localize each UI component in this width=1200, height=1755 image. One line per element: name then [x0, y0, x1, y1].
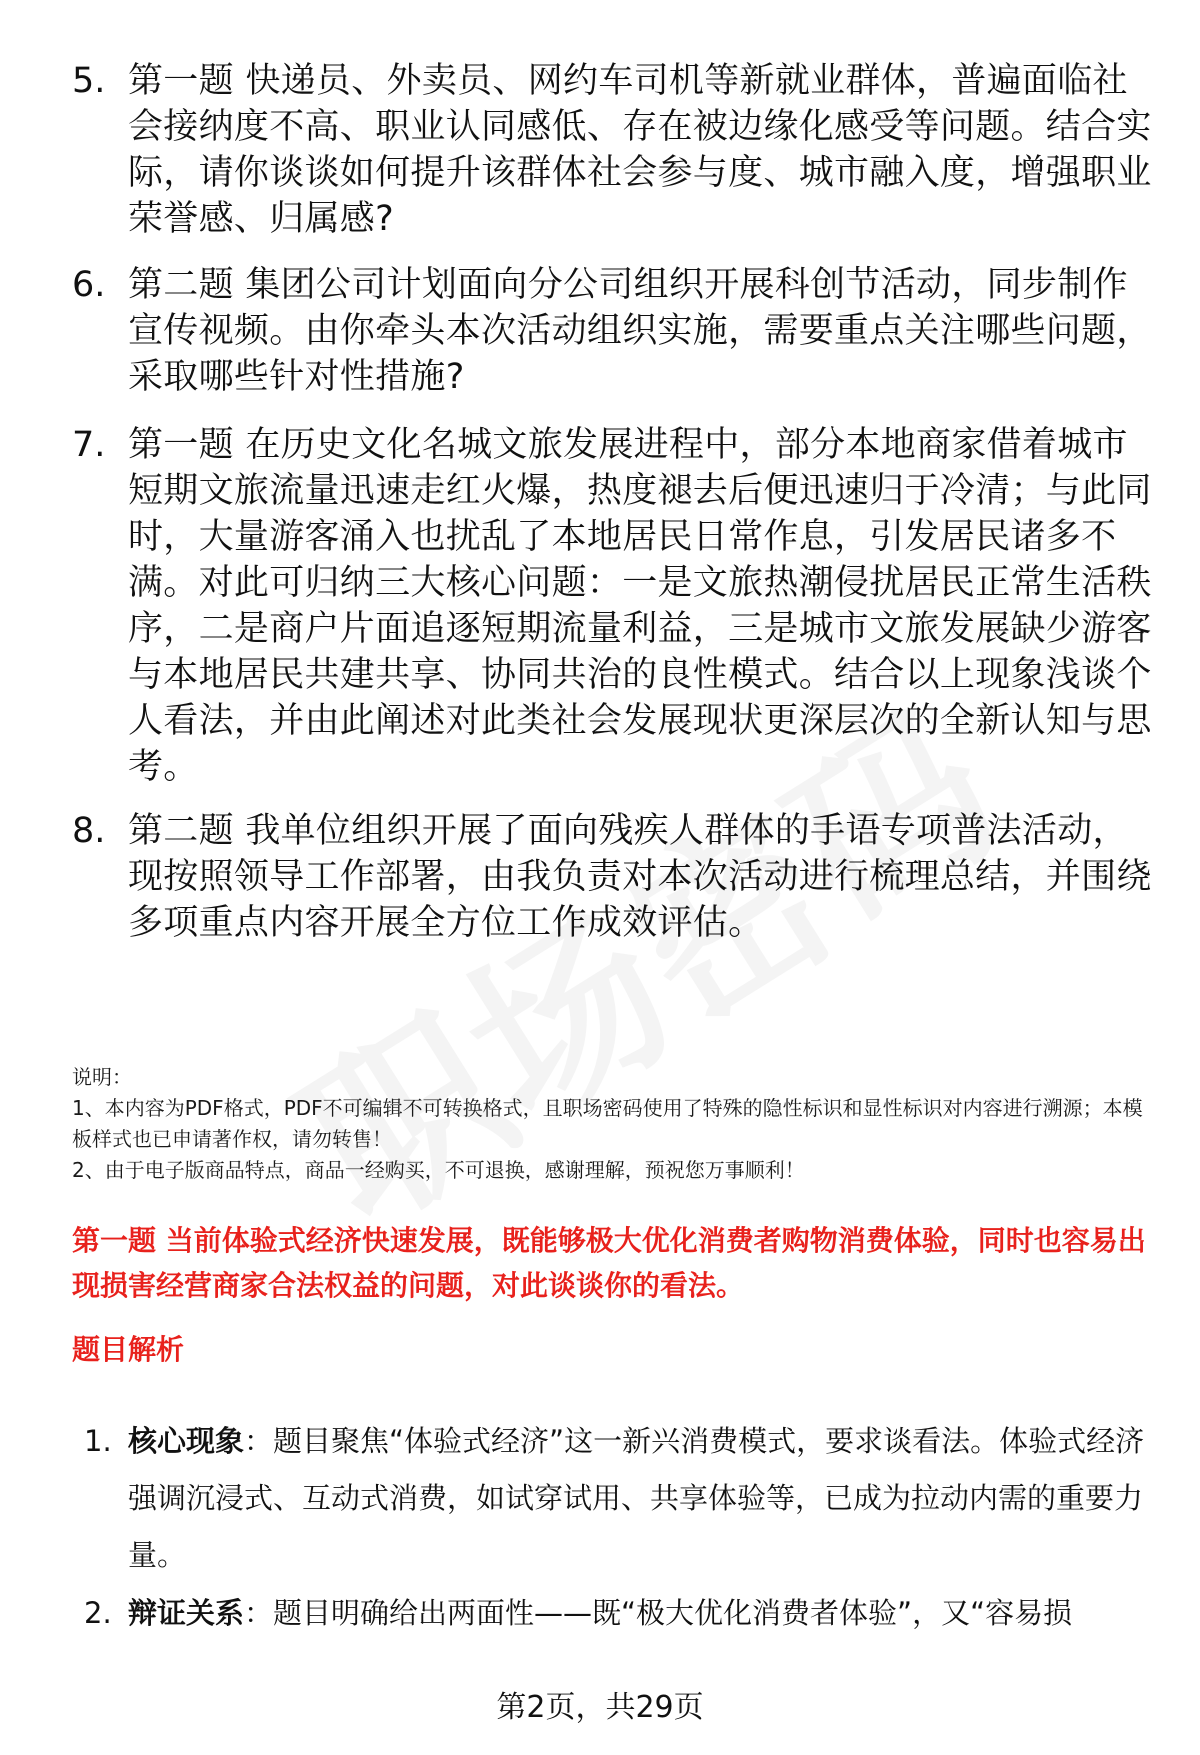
- analysis-body: ：题目明确给出两面性——既“极大优化消费者体验”，又“容易损: [244, 1596, 1073, 1630]
- question-number: 7.: [72, 425, 106, 465]
- question-number: 6.: [72, 265, 106, 305]
- question-text: 第二题 我单位组织开展了面向残疾人群体的手语专项普法活动，现按照领导工作部署，由我负责对本次活动进行梳理总结，并围绕多项重点内容开展全方位工作成效评估。: [128, 811, 1152, 943]
- question-item-6: [72, 262, 1152, 400]
- question-item-7: [72, 422, 1152, 790]
- analysis-number: 1.: [84, 1424, 112, 1458]
- analysis-item-1: [84, 1413, 1154, 1584]
- question-number: 5.: [72, 61, 106, 101]
- notes-line-1: 1、本内容为PDF格式，PDF不可编辑不可转换格式，且职场密码使用了特殊的隐性标识和显性标识对内容进行溯源；本模板样式也已申请著作权，请勿转售！: [72, 1096, 1143, 1151]
- analysis-text: [128, 1585, 1154, 1642]
- notes-line-2: 2、由于电子版商品特点，商品一经购买，不可退换，感谢理解，预祝您万事顺利！: [72, 1158, 805, 1182]
- analysis-text: [128, 1413, 1154, 1584]
- analysis-item-2: [84, 1585, 1154, 1642]
- question-text: 第一题 快递员、外卖员、网约车司机等新就业群体，普遍面临社会接纳度不高、职业认同感低、存在被边缘化感受等问题。结合实际，请你谈谈如何提升该群体社会参与度、城市融入度，增强职业荣誉感、归属感?: [128, 61, 1152, 239]
- question-number: 8.: [72, 811, 106, 851]
- page-footer: 第2页，共29页: [496, 1690, 704, 1725]
- analysis-term: 辩证关系: [128, 1596, 245, 1630]
- notes-block: [72, 1062, 1152, 1186]
- question-item-8: [72, 808, 1152, 946]
- question-text: 第二题 集团公司计划面向分公司组织开展科创节活动，同步制作宣传视频。由你牵头本次活动组织实施，需要重点关注哪些问题，采取哪些针对性措施?: [128, 265, 1152, 397]
- analysis-number: 2.: [84, 1596, 112, 1630]
- analysis-term: 核心现象: [128, 1424, 245, 1458]
- question-item-5: [72, 58, 1152, 242]
- notes-title: 说明：: [72, 1065, 132, 1089]
- highlighted-question: 第一题 当前体验式经济快速发展，既能够极大优化消费者购物消费体验，同时也容易出现损害经营商家合法权益的问题，对此谈谈你的看法。: [72, 1224, 1146, 1302]
- analysis-heading: 题目解析: [72, 1333, 185, 1366]
- question-text: 第一题 在历史文化名城文旅发展进程中，部分本地商家借着城市短期文旅流量迅速走红火爆，热度褪去后便迅速归于冷清；与此同时，大量游客涌入也扰乱了本地居民日常作息，引发居民诸多不满。对此可归纳三大核心问题：一是文旅热潮侵扰居民正常生活秩序，二是商户片面追逐短期流量利益，三是城市文旅发展缺少游客与本地居民共建共享、协同共治的良性模式。结合以上现象浅谈个人看法，并由此阐述对此类社会发展现状更深层次的全新认知与思考。: [128, 425, 1152, 787]
- analysis-body: ：题目聚焦“体验式经济”这一新兴消费模式，要求谈看法。体验式经济强调沉浸式、互动式消费，如试穿试用、共享体验等，已成为拉动内需的重要力量。: [128, 1424, 1145, 1572]
